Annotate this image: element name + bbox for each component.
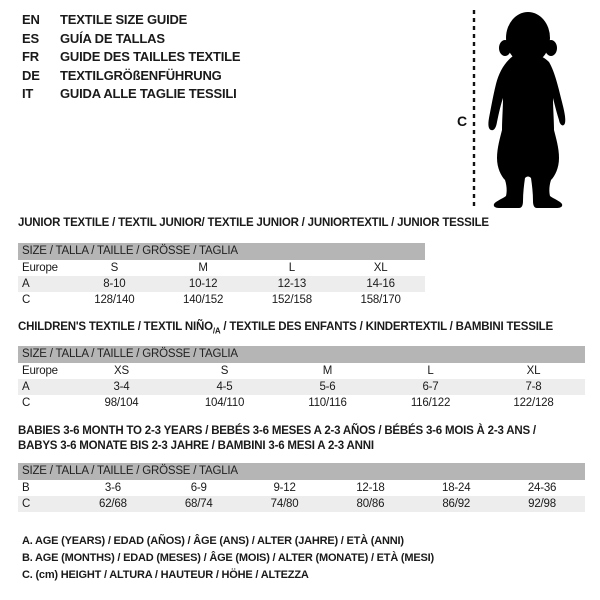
cell: 10-12 <box>188 278 218 290</box>
cell: 122/128 <box>513 397 554 409</box>
row-label: A <box>22 278 30 290</box>
cell: 152/158 <box>271 294 312 306</box>
table-row-a <box>18 379 585 395</box>
size-header-bar: SIZE / TALLA / TAILLE / GRÖSSE / TAGLIA <box>18 243 425 260</box>
lang-row-es <box>22 30 240 49</box>
lang-label: TEXTILE SIZE GUIDE <box>60 12 188 27</box>
cell: 86/92 <box>442 498 471 510</box>
footnotes <box>22 533 434 584</box>
table-row-c <box>18 496 585 512</box>
babies-size-table <box>18 463 585 512</box>
size-header-bar: SIZE / TALLA / TAILLE / GRÖSSE / TAGLIA <box>18 346 585 363</box>
table-row-b <box>18 480 585 496</box>
cell: M <box>198 262 208 274</box>
cell: 104/110 <box>204 397 245 409</box>
title-part: CHILDREN'S TEXTILE / TEXTIL NIÑO <box>18 321 213 333</box>
baby-silhouette-icon <box>440 4 600 216</box>
cell: 12-18 <box>356 482 385 494</box>
lang-row-fr <box>22 48 240 67</box>
lang-row-it <box>22 85 240 104</box>
cell: 12-13 <box>277 278 307 290</box>
cell: 80/86 <box>356 498 385 510</box>
cell: 3-6 <box>104 482 121 494</box>
cell: 110/116 <box>308 397 347 409</box>
lang-row-de <box>22 67 240 86</box>
footnote-a: A. AGE (YEARS) / EDAD (AÑOS) / ÂGE (ANS) / ALTER (JAHRE) / ETÀ (ANNI) <box>22 535 404 547</box>
cell: 5-6 <box>319 381 336 393</box>
cell: 128/140 <box>94 294 135 306</box>
cell: S <box>220 365 229 377</box>
cell: 9-12 <box>273 482 296 494</box>
title-part: / TEXTILE DES ENFANTS / KINDERTEXTIL / BAMBINI TESSILE <box>220 321 553 333</box>
row-label: C <box>22 397 31 409</box>
junior-size-table <box>18 243 425 308</box>
cell: XL <box>526 365 541 377</box>
table-row-c <box>18 292 425 308</box>
cell: 68/74 <box>184 498 213 510</box>
cell: 18-24 <box>442 482 471 494</box>
cell: 6-9 <box>190 482 207 494</box>
babies-table-title <box>18 424 536 454</box>
row-label: C <box>22 498 31 510</box>
table-row-europe <box>18 363 585 379</box>
row-label: A <box>22 381 30 393</box>
babies-title-line1: BABIES 3-6 MONTH TO 2-3 YEARS / BEBÉS 3-6 MESES A 2-3 AÑOS / BÉBÉS 3-6 MOIS À 2-3 ANS / <box>18 425 536 437</box>
cell: 158/170 <box>360 294 401 306</box>
baby-shape <box>488 12 565 208</box>
lang-label: TEXTILGRÖßENFÜHRUNG <box>60 67 222 83</box>
size-header-bar: SIZE / TALLA / TAILLE / GRÖSSE / TAGLIA <box>18 463 585 480</box>
cell: 8-10 <box>103 278 126 290</box>
cell: XL <box>373 262 388 274</box>
cell: 6-7 <box>422 381 439 393</box>
junior-table-title: JUNIOR TEXTILE / TEXTIL JUNIOR/ TEXTILE JUNIOR / JUNIORTEXTIL / JUNIOR TESSILE <box>18 217 489 229</box>
lang-row-en <box>22 11 240 30</box>
title-part-sub: /A <box>212 326 221 336</box>
table-row-europe <box>18 260 425 276</box>
cell: 3-4 <box>113 381 130 393</box>
table-row-a <box>18 276 425 292</box>
lang-code: IT <box>22 86 34 101</box>
row-label: Europe <box>22 262 58 274</box>
cell: 74/80 <box>270 498 299 510</box>
cell: XS <box>114 365 129 377</box>
language-list <box>22 11 240 104</box>
footnote-b: B. AGE (MONTHS) / EDAD (MESES) / ÂGE (MOIS) / ALTER (MONATE) / ETÀ (MESI) <box>22 552 434 564</box>
cell: 92/98 <box>528 498 556 510</box>
children-table-title <box>18 320 553 338</box>
lang-code: ES <box>22 30 39 46</box>
cell: 24-36 <box>527 482 557 494</box>
children-size-table <box>18 346 585 411</box>
cell: 4-5 <box>216 381 233 393</box>
row-label: B <box>22 482 30 494</box>
cell: M <box>322 365 333 377</box>
lang-label: GUÍA DE TALLAS <box>60 30 165 46</box>
lang-code: DE <box>22 67 40 83</box>
lang-code: EN <box>22 12 40 27</box>
lang-code: FR <box>22 49 39 64</box>
cell: 140/152 <box>183 294 224 306</box>
babies-title-line2: BABYS 3-6 MONATE BIS 2-3 JAHRE / BAMBINI 3-6 MESI A 2-3 ANNI <box>18 440 374 452</box>
cell: 14-16 <box>366 278 395 290</box>
row-label: Europe <box>22 365 58 377</box>
cell: 116/122 <box>410 397 451 409</box>
cell: S <box>110 262 119 274</box>
footnote-c: C. (cm) HEIGHT / ALTURA / HAUTEUR / HÖHE / ALTEZZA <box>22 569 309 581</box>
cell: 98/104 <box>104 397 139 409</box>
cell: 62/68 <box>99 498 127 510</box>
table-row-c <box>18 395 585 411</box>
cell: L <box>427 365 434 377</box>
row-label: C <box>22 294 31 306</box>
lang-label: GUIDE DES TAILLES TEXTILE <box>60 49 241 64</box>
cell: L <box>288 262 295 274</box>
lang-label: GUIDA ALLE TAGLIE TESSILI <box>60 86 237 101</box>
cell: 7-8 <box>525 381 542 393</box>
height-measure-label: C <box>457 113 467 129</box>
